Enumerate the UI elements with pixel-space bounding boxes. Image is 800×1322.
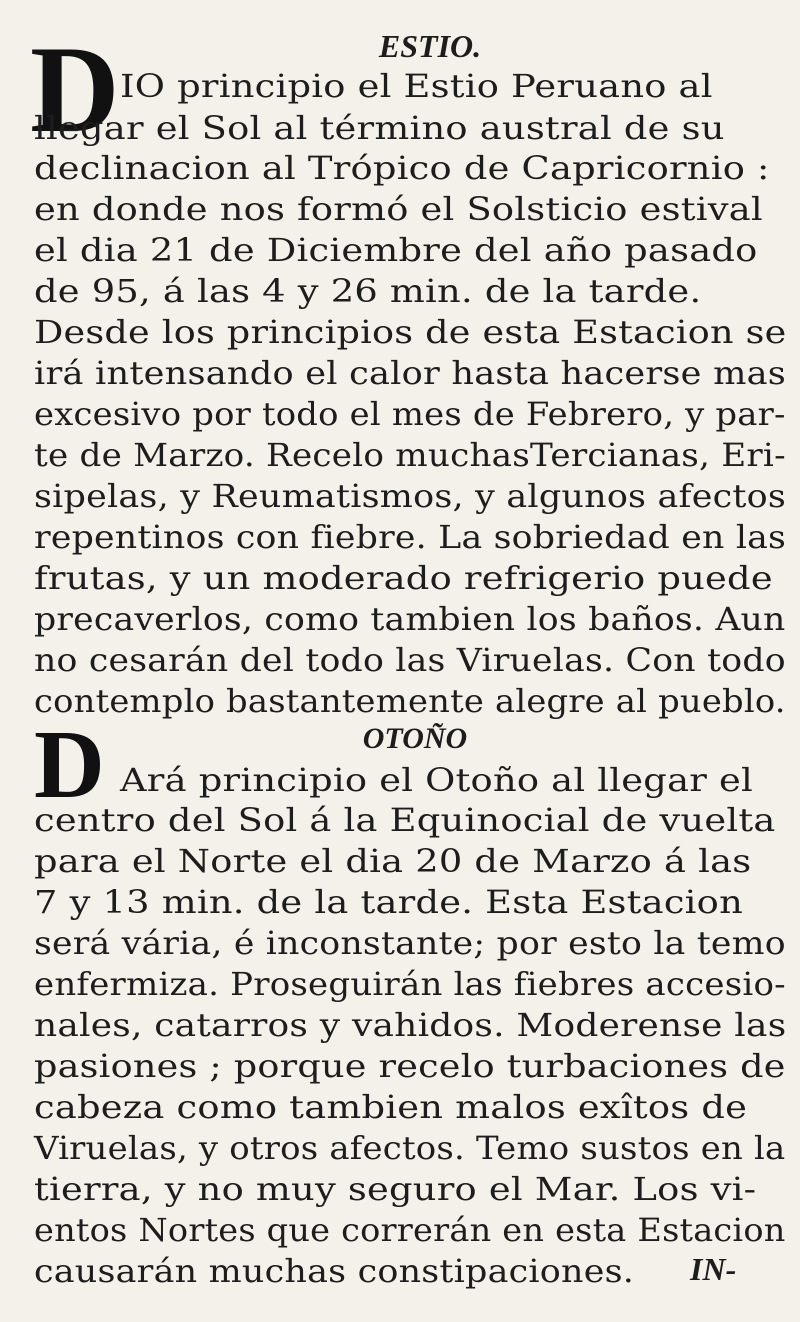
text-line: contemplo bastantemente alegre al pueblo.	[34, 682, 786, 720]
text-line: en donde nos formó el Solsticio estival	[34, 190, 763, 228]
text-line: tierra, y no muy seguro el Mar. Los vi-	[34, 1170, 757, 1208]
text-line: para el Norte el dia 20 de Marzo á las	[34, 842, 752, 880]
text-line: será vária, é inconstante; por esto la temo	[34, 924, 786, 962]
text-line: causarán muchas constipaciones.	[34, 1252, 635, 1290]
text-line: enfermiza. Proseguirán las fiebres accesio-	[34, 965, 786, 1003]
text-line: declinacion al Trópico de Capricornio :	[34, 149, 770, 187]
section-heading-otono: OTOÑO	[362, 722, 468, 755]
text-line: frutas, y un moderado refrigerio puede	[34, 559, 773, 597]
text-line: pasiones ; porque recelo turbaciones de	[34, 1047, 786, 1085]
text-line: cabeza como tambien malos exîtos de	[34, 1088, 748, 1126]
text-line: precaverlos, como tambien los baños. Aun	[34, 600, 786, 638]
text-line: nales, catarros y vahidos. Moderense las	[34, 1006, 787, 1044]
section-heading-estio: ESTIO.	[378, 28, 482, 64]
text-line: repentinos con fiebre. La sobriedad en las	[34, 518, 787, 556]
text-line: 7 y 13 min. de la tarde. Esta Estacion	[34, 883, 744, 921]
text-line: llegar el Sol al término austral de su	[34, 109, 725, 147]
text-line: Desde los principios de esta Estacion se	[34, 313, 787, 351]
catchword: IN-	[690, 1251, 737, 1287]
text-line: de 95, á las 4 y 26 min. de la tarde.	[34, 272, 702, 310]
text-line: IO principio el Estio Peruano al	[120, 67, 713, 105]
text-line: centro del Sol á la Equinocial de vuelta	[34, 801, 776, 839]
text-line: Viruelas, y otros afectos. Temo sustos en la	[34, 1129, 786, 1167]
text-line: sipelas, y Reumatismos, y algunos afectos	[34, 477, 787, 515]
text-line: excesivo por todo el mes de Febrero, y par-	[34, 395, 786, 433]
drop-cap-estio: D	[30, 21, 120, 158]
text-line: irá intensando el calor hasta hacerse mas	[34, 354, 787, 392]
text-line: Ará principio el Otoño al llegar el	[120, 761, 754, 799]
text-line: entos Nortes que correrán en esta Estacion	[34, 1211, 786, 1249]
drop-cap-otono: D	[34, 711, 105, 819]
text-line: te de Marzo. Recelo muchasTercianas, Eri-	[34, 436, 786, 474]
text-line: no cesarán del todo las Viruelas. Con todo	[34, 641, 786, 679]
text-line: el dia 21 de Diciembre del año pasado	[34, 231, 758, 269]
